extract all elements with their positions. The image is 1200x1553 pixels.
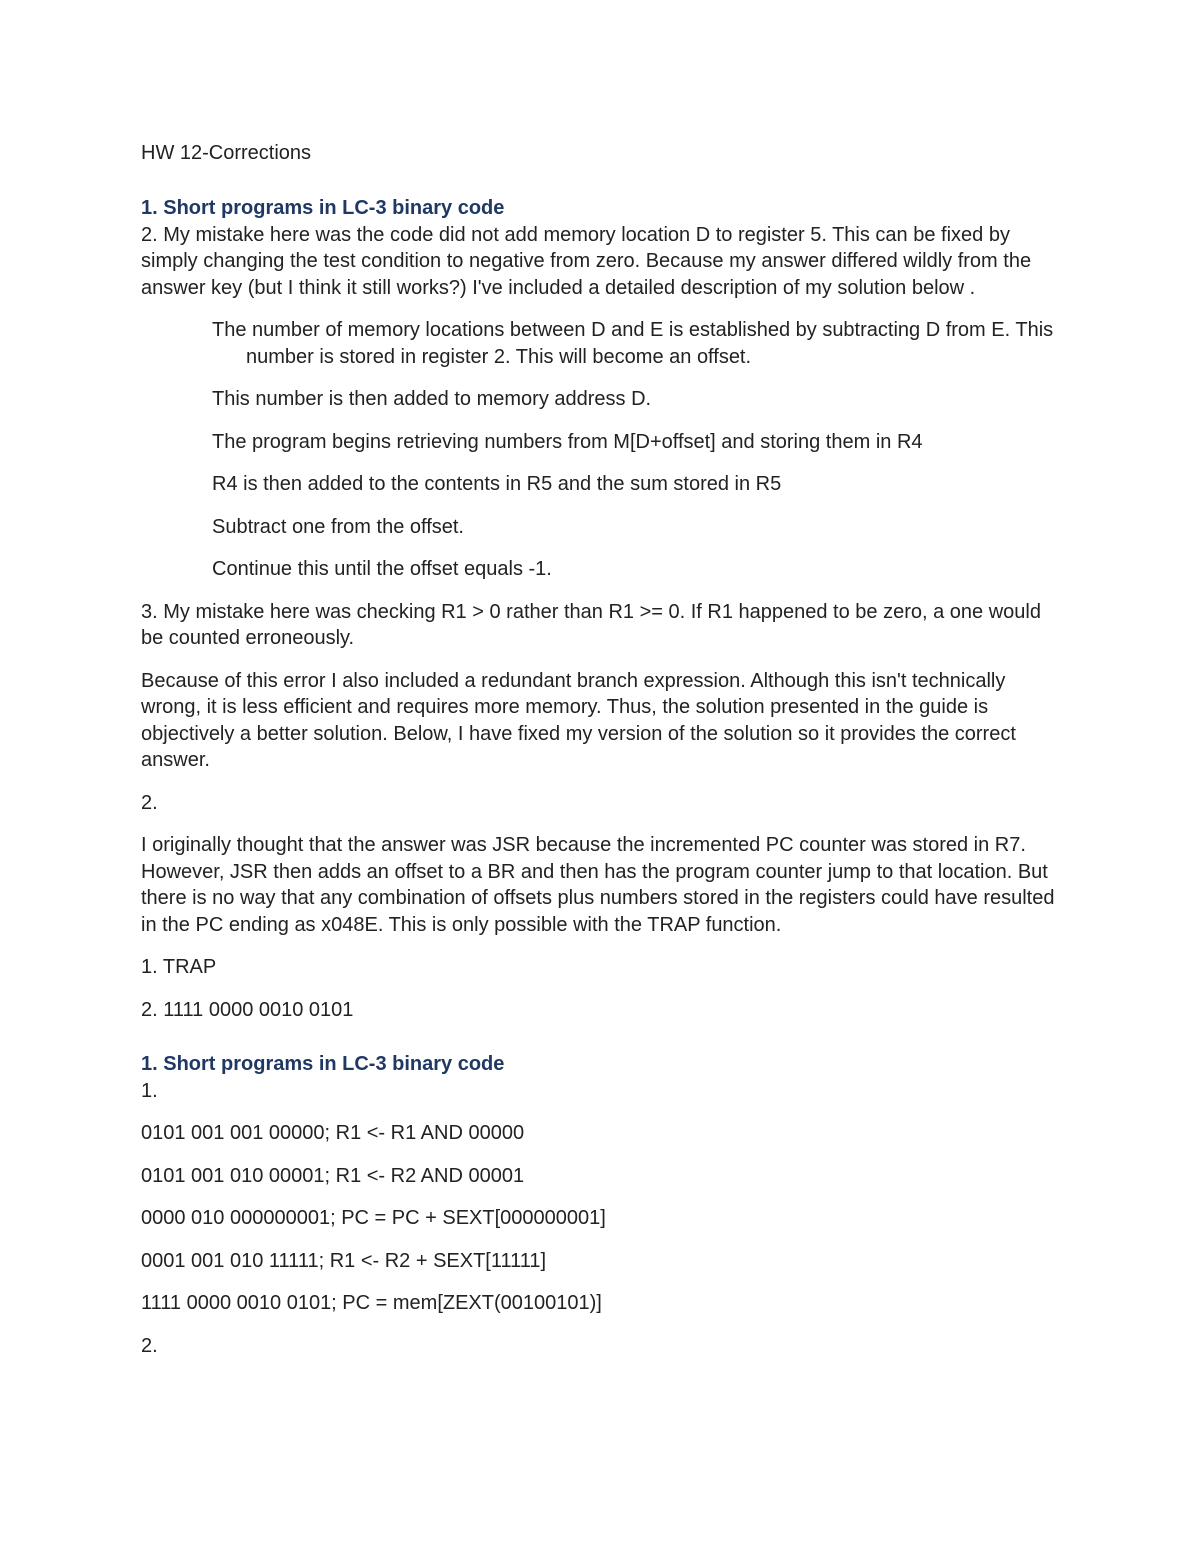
item-2-text: I originally thought that the answer was JSR because the incremented PC counter was stored in R7. However, JSR then adds an offset to a BR and then has the program counter jump to that location. But there is no way that any combination of offsets plus numbers stored in the registers could have resulted in the PC ending as x048E. This is only possible with the TRAP function. [141,834,1055,936]
solution-step: The number of memory locations between D and E is established by subtracting D from E. This number is stored in register 2. This will become an offset. [212,319,1054,368]
code-line: 1111 0000 0010 0101; PC = mem[ZEXT(00100101)] [141,1292,602,1314]
solution-step: This number is then added to memory address D. [212,388,652,410]
solution-steps [141,317,1061,583]
section-heading: 1. Short programs in LC-3 binary code [141,197,505,219]
answer-2: 2. 1111 0000 0010 0101 [141,998,354,1021]
answer-1: 1. TRAP [141,956,217,978]
solution-step: Subtract one from the offset. [212,515,464,538]
item-1-label: 1. [141,1079,158,1102]
document-page [141,140,1061,1359]
item-2-label: 2. [141,791,158,814]
solution-step: R4 is then added to the contents in R5 and the sum stored in R5 [212,473,782,495]
document-title: HW 12-Corrections [141,142,312,164]
code-line: 0101 001 001 00000; R1 <- R1 AND 00000 [141,1122,525,1144]
code-line: 0101 001 010 00001; R1 <- R2 AND 00001 [141,1164,525,1187]
code-line: 0000 010 000000001; PC = PC + SEXT[000000001] [141,1207,606,1229]
item-2-label: 2. [141,1334,158,1357]
spacer [141,167,1061,195]
item-3-followup: Because of this error I also included a redundant branch expression. Although this isn't technically wrong, it is less efficient and requires more memory. Thus, the solution presented in the guide is objectively a better solution. Below, I have fixed my version of the solution so it provides the correct answer. [141,669,1016,771]
section-heading: 1. Short programs in LC-3 binary code [141,1053,505,1075]
item-3-text: 3. My mistake here was checking R1 > 0 rather than R1 >= 0. If R1 happened to be zero, a one would be counted erroneously. [141,600,1041,649]
item-2-intro: 2. My mistake here was the code did not add memory location D to register 5. This can be fixed by simply changing the test condition to negative from zero. Because my answer differed wildly from the answer key (but I think it still works?) I've included a detailed description of my solution below . [141,223,1032,299]
spacer [141,1023,1061,1051]
solution-step: The program begins retrieving numbers from M[D+offset] and storing them in R4 [212,430,923,453]
solution-step: Continue this until the offset equals -1. [212,558,552,580]
code-line: 0001 001 010 11111; R1 <- R2 + SEXT[11111] [141,1249,547,1272]
